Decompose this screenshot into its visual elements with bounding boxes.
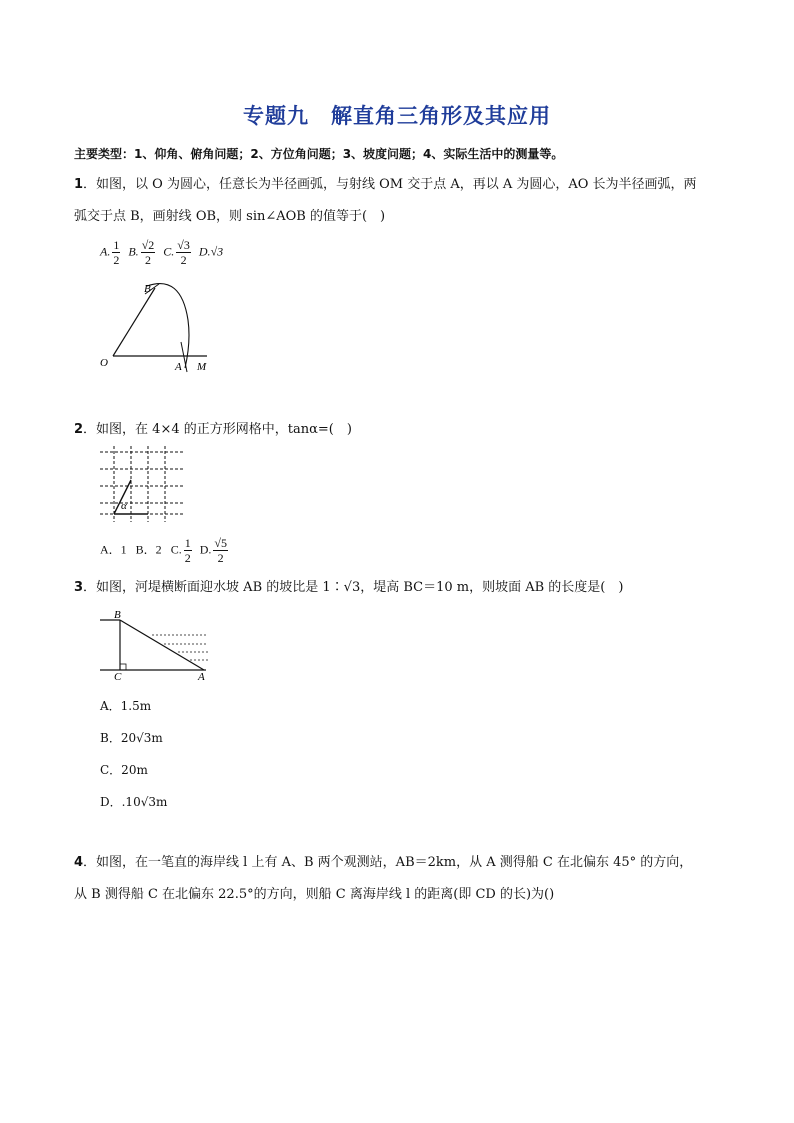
ray-ob [113,288,155,356]
question-1-choices [100,238,223,267]
question-4-line2: 从 B 测得船 C 在北偏东 22.5°的方向，则船 C 离海岸线 l 的距离(即 CD 的长)为() [74,887,555,902]
choice-a-label: A. [100,244,111,259]
question-3-text: ．如图，河堤横断面迎水坡 AB 的坡比是 1∶√3，堤高 BC＝10 m，则坡面 AB 的长度是( ) [83,580,624,595]
question-1-line2: 弧交于点 B，画射线 OB，则 sin∠AOB 的值等于( ) [74,209,386,224]
choice-b-fraction: $\frac{√2}{2}$ [141,238,155,267]
label-c: C [114,671,122,683]
label-m: M [197,361,207,373]
question-1-text: ．如图，以 O 为圆心，任意长为半径画弧，与射线 OM 交于点 A，再以 A 为圆心，AO 长为半径画弧，两 [83,177,697,192]
question-3-option-b: B．20√3m [100,731,163,745]
choice-d-fraction: $\frac{√5}{2}$ [214,536,227,565]
question-3-option-c: C．20m [100,763,148,777]
question-2-number: 2 [74,422,84,437]
choice-c-label: C. [170,542,182,557]
question-4-text: ．如图，在一笔直的海岸线 l 上有 A、B 两个观测站，AB＝2km，从 A 测得船 C 在北偏东 45° 的方向， [83,855,693,870]
question-1-line1 [74,176,697,194]
question-3-option-d: D．.10√3m [100,795,168,809]
choice-c-fraction: $\frac{1}{2}$ [184,536,191,565]
question-3-line [74,579,623,597]
question-4-number: 4 [74,855,84,870]
question-2-line [74,421,352,439]
question-4-line1 [74,854,692,872]
question-2-text: ．如图，在 4×4 的正方形网格中，tanα=( ) [83,422,352,437]
page-title: 专题九 解直角三角形及其应用 [243,104,551,128]
choice-b: B．2 [135,542,162,557]
choice-b-label: B. [128,244,139,259]
question-3-figure [96,608,221,683]
label-b: B [114,609,121,621]
choice-c-label: C. [163,244,175,259]
choice-d-label: D. [199,542,212,557]
slope-ab [120,620,204,670]
choice-d-value: √3 [210,244,224,259]
choice-c-fraction: $\frac{√3}{2}$ [177,238,190,267]
question-2-choices [100,536,230,565]
question-2-figure [96,446,196,526]
label-a: A [175,361,182,373]
question-3-option-a: A．1.5m [100,699,152,713]
right-angle [120,664,126,670]
question-3-number: 3 [74,580,84,595]
arc-b [147,284,189,368]
choice-d-label: D. [198,244,211,259]
choice-a-fraction: $\frac{1}{2}$ [113,238,120,267]
question-1-number: 1 [74,177,84,192]
label-o: O [100,357,108,369]
label-alpha: α [121,500,127,512]
label-a: A [198,671,205,683]
arc-a [181,342,187,372]
label-b: B [144,283,151,295]
question-1-figure [95,280,225,380]
intro-text: 主要类型：1、仰角、俯角问题；2、方位角问题；3、坡度问题；4、实际生活中的测量等。 [74,147,564,161]
choice-a: A．1 [100,542,127,557]
